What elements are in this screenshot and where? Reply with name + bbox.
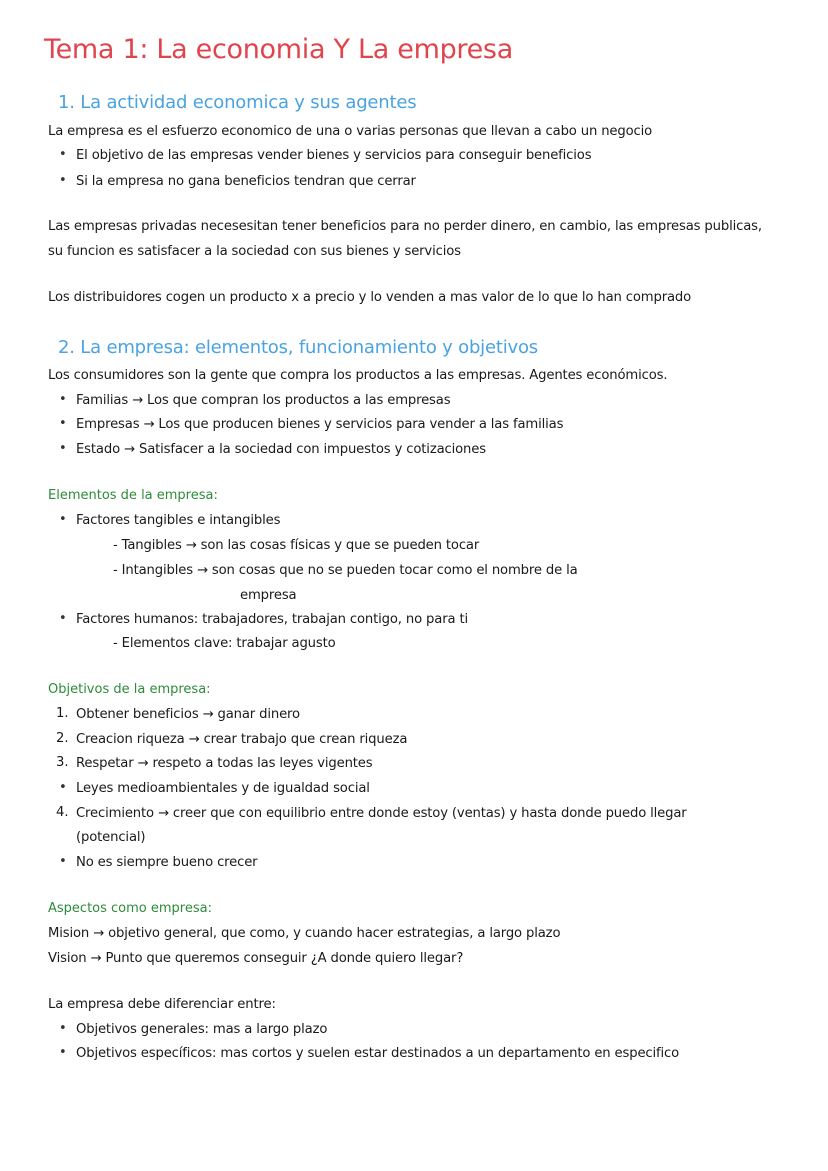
section-1-bullet-1: El objetivo de las empresas vender bienes y servicios para conseguir beneficios [76, 148, 592, 163]
elementos-heading: Elementos de la empresa: [48, 488, 218, 503]
aspectos-heading: Aspectos como empresa: [48, 901, 212, 916]
bullet-marker: • [59, 392, 67, 407]
section-2-intro: Los consumidores son la gente que compra los productos a las empresas. Agentes económicos. [48, 368, 668, 383]
agent-familias: Familias → Los que compran los productos a las empresas [76, 393, 451, 408]
elementos-sub-intangibles: - Intangibles → son cosas que no se pueden tocar como el nombre de la [113, 563, 578, 578]
bullet-marker: • [59, 854, 67, 869]
elementos-item-1: Factores tangibles e intangibles [76, 513, 281, 528]
objetivo-bullet-crecer: No es siempre bueno crecer [76, 855, 258, 870]
list-marker: 3. [56, 755, 69, 770]
section-2-heading: 2. La empresa: elementos, funcionamiento y objetivos [58, 337, 538, 358]
objetivo-item-2: Creacion riqueza → crear trabajo que crean riqueza [76, 732, 408, 747]
list-marker: 4. [56, 805, 69, 820]
objetivo-item-1: Obtener beneficios → ganar dinero [76, 707, 300, 722]
section-1-bullet-2: Si la empresa no gana beneficios tendran que cerrar [76, 174, 416, 189]
elementos-sub-tangibles: - Tangibles → son las cosas físicas y que se pueden tocar [113, 538, 480, 553]
page-title: Tema 1: La economia Y La empresa [44, 34, 513, 65]
agent-empresas: Empresas → Los que producen bienes y servicios para vender a las familias [76, 417, 564, 432]
objetivos-generales: Objetivos generales: mas a largo plazo [76, 1022, 328, 1037]
bullet-marker: • [59, 416, 67, 431]
objetivos-especificos: Objetivos específicos: mas cortos y suelen estar destinados a un departamento en especifico [76, 1046, 680, 1061]
paragraph-distribuidores: Los distribuidores cogen un producto x a precio y lo venden a mas valor de lo que lo han comprado [48, 290, 692, 305]
elementos-sub-clave: - Elementos clave: trabajar agusto [113, 636, 336, 651]
agent-estado: Estado → Satisfacer a la sociedad con impuestos y cotizaciones [76, 442, 486, 457]
objetivo-item-3: Respetar → respeto a todas las leyes vigentes [76, 756, 373, 771]
section-1-heading: 1. La actividad economica y sus agentes [58, 92, 417, 113]
objetivo-item-4: Crecimiento → creer que con equilibrio entre donde estoy (ventas) y hasta donde puedo llegar [76, 806, 687, 821]
section-1-intro: La empresa es el esfuerzo economico de una o varias personas que llevan a cabo un negocio [48, 124, 653, 139]
elementos-sub-intangibles-cont: empresa [240, 588, 297, 603]
bullet-marker: • [59, 1045, 67, 1060]
aspecto-vision: Vision → Punto que queremos conseguir ¿A donde quiero llegar? [48, 951, 464, 966]
paragraph-privadas-line-2: su funcion es satisfacer a la sociedad con sus bienes y servicios [48, 244, 461, 259]
objetivo-item-4-cont: (potencial) [76, 830, 146, 845]
list-marker: 2. [56, 731, 69, 746]
bullet-marker: • [59, 147, 67, 162]
bullet-marker: • [59, 1021, 67, 1036]
elementos-item-2: Factores humanos: trabajadores, trabajan contigo, no para ti [76, 612, 468, 627]
objetivos-heading: Objetivos de la empresa: [48, 682, 211, 697]
diferenciar-intro: La empresa debe diferenciar entre: [48, 997, 276, 1012]
bullet-marker: • [59, 173, 67, 188]
paragraph-privadas-line-1: Las empresas privadas necesesitan tener beneficios para no perder dinero, en cambio, las empresas publicas, [48, 219, 762, 234]
bullet-marker: • [59, 611, 67, 626]
objetivo-bullet-leyes: Leyes medioambientales y de igualdad social [76, 781, 370, 796]
bullet-marker: • [59, 512, 67, 527]
bullet-marker: • [59, 441, 67, 456]
list-marker: 1. [56, 706, 69, 721]
aspecto-mision: Mision → objetivo general, que como, y cuando hacer estrategias, a largo plazo [48, 926, 561, 941]
bullet-marker: • [59, 780, 67, 795]
